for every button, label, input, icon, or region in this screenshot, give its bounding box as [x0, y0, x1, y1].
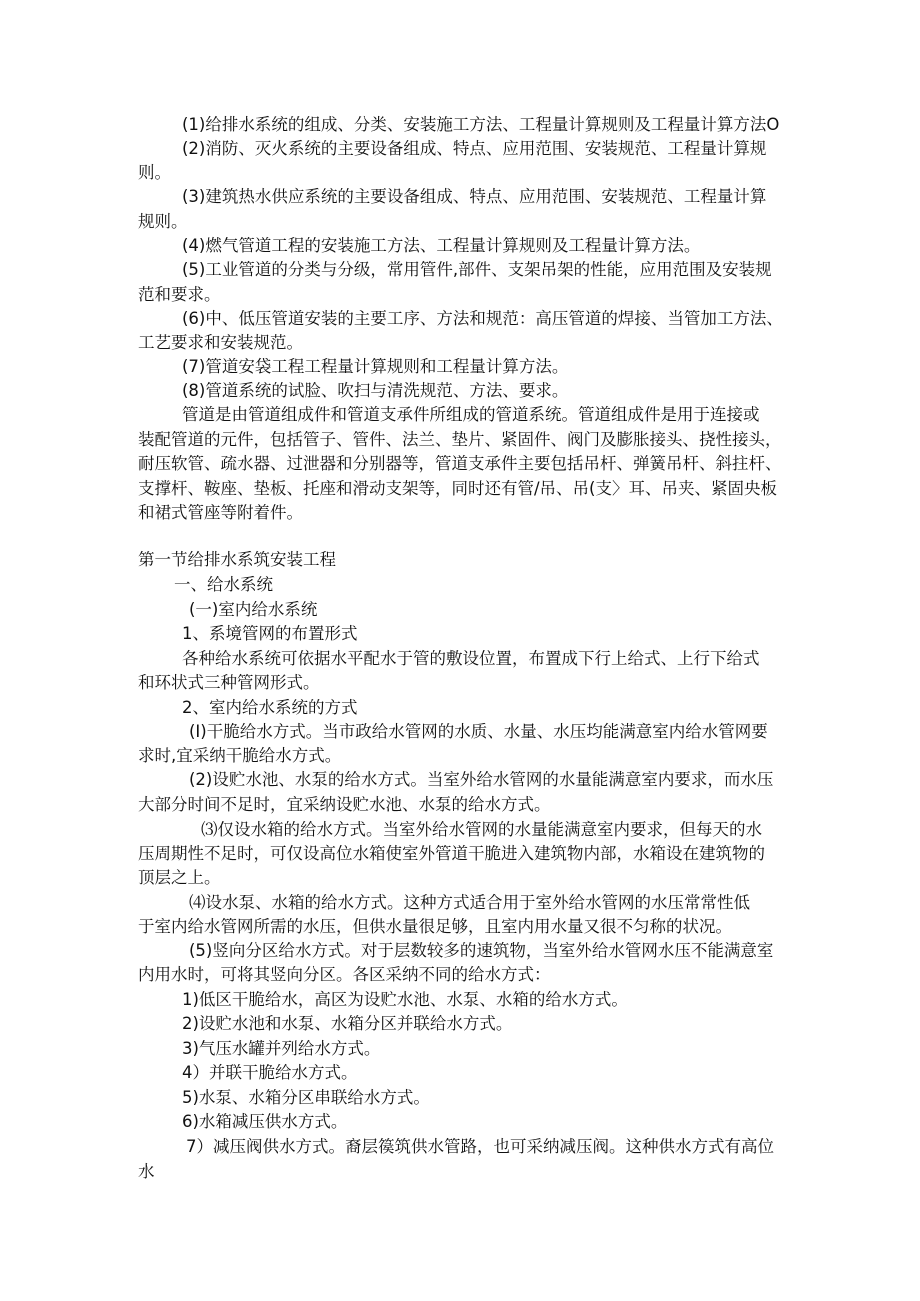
list-item-2-cont: 则。 [138, 163, 171, 182]
method-item-cont: 大部分时间不足时，宜采纳设贮水池、水泵的给水方式。 [138, 795, 551, 814]
method-item: ⑶仅设水箱的给水方式。当室外给水管网的水量能满意室内要求，但每天的水 [201, 820, 762, 839]
paragraph-line: 装配管道的元件，包括管子、管件、法兰、垫片、紧固件、阀门及膨胀接头、挠性接头， [138, 430, 782, 449]
method-item: (5)竖向分区给水方式。对于层数较多的速筑物，当室外给水管网水压不能满意室 [189, 941, 774, 960]
sub-item: 5)水泵、水箱分区串联给水方式。 [182, 1088, 430, 1107]
heading-level-2: (一)室内给水系统 [189, 600, 318, 619]
heading-level-3: 2、室内给水系统的方式 [182, 698, 358, 717]
list-item-3: (3)建筑热水供应系统的主要设备组成、特点、应用范围、安装规范、工程量计算 [182, 187, 767, 206]
method-item-cont: 水 [138, 1162, 155, 1181]
method-item: (2)设贮水池、水泵的给水方式。当室外给水管网的水量能满意室内要求，而水压 [189, 770, 774, 789]
heading-level-1: 一、给水系统 [174, 575, 273, 594]
paragraph-line: 管道是由管道组成件和管道支承件所组成的管道系统。管道组成件是用于连接或 [182, 405, 760, 424]
method-item-cont: 顶层之上。 [138, 868, 221, 887]
method-item: ⑷设水泵、水箱的给水方式。这种方式适合用于室外给水管网的水压常常性低 [189, 893, 750, 912]
section-title: 第一节给排水系筑安装工程 [138, 550, 336, 569]
sub-item: 2)设贮水池和水泵、水箱分区并联给水方式。 [182, 1014, 513, 1033]
method-item: (I)干脆给水方式。当市政给水管网的水质、水量、水压均能满意室内给水管网要 [189, 722, 768, 741]
sub-item: 1)低区干脆给水，高区为设贮水池、水泵、水箱的给水方式。 [182, 990, 628, 1009]
list-item-4: (4)燃气管道工程的安装施工方法、工程量计算规则及工程量计算方法。 [182, 236, 701, 255]
paragraph-line: 支撑杆、鞍座、垫板、托座和滑动支架等，同时还有管/吊、吊(支〉耳、吊夹、紧固央板 [138, 479, 777, 498]
heading-level-3: 1、系境管网的布置形式 [182, 624, 358, 643]
list-item-5-cont: 范和要求。 [138, 285, 221, 304]
method-item: 7）减压阀供水方式。裔层篌筑供水管路，也可采纳减压阀。这种供水方式有高位 [186, 1137, 774, 1156]
list-item-5: (5)工业管道的分类与分级，常用管件,部件、支架吊架的性能，应用范围及安装规 [182, 260, 772, 279]
method-item-cont: 压周期性不足时，可仅设高位水箱使室外管道干脆进入建筑物内部，水箱设在建筑物的 [138, 844, 765, 863]
sub-item: 4）并联干脆给水方式。 [182, 1063, 358, 1082]
paragraph-line: 耐压软管、疏水器、过泄器和分别器等，管道支承件主要包括吊杆、弹簧吊杆、斜拄杆、 [138, 454, 782, 473]
list-item-7: (7)管道安袋工程工程量计算规则和工程量计算方法。 [182, 357, 569, 376]
list-item-6-cont: 工艺要求和安装规范。 [138, 333, 303, 352]
list-item-8: (8)管道系统的试脸、吹扫与清洗规范、方法、要求。 [182, 381, 569, 400]
list-item-2: (2)消防、灭火系统的主要设备组成、特点、应用范围、安装规范、工程量计算规 [182, 139, 767, 158]
list-item-1: (1)给排水系统的组成、分类、安装施工方法、工程量计算规则及工程量计算方法O [182, 115, 780, 134]
paragraph-line: 和环状式三种管网形式。 [138, 673, 320, 692]
method-item-cont: 于室内给水管网所需的水压，但供水量很足够，且室内用水量又很不匀称的状况。 [138, 917, 732, 936]
sub-item: 6)水箱减压供水方式。 [182, 1112, 348, 1131]
method-item-cont: 求时,宜采纳干脆给水方式。 [138, 746, 342, 765]
paragraph-line: 各种给水系统可依据水平配水于管的敷设位置，布置成下行上给式、上行下给式 [182, 649, 760, 668]
list-item-6: (6)中、低压管道安装的主要工序、方法和规范：高压管道的焊接、当管加工方法、 [182, 309, 783, 328]
list-item-3-cont: 规则。 [138, 212, 188, 231]
sub-item: 3)气压水罐并列给水方式。 [182, 1039, 381, 1058]
paragraph-line: 和裙式管座等附着件。 [138, 503, 303, 522]
method-item-cont: 内用水时，可将其竖向分区。各区采纳不同的给水方式： [138, 965, 551, 984]
